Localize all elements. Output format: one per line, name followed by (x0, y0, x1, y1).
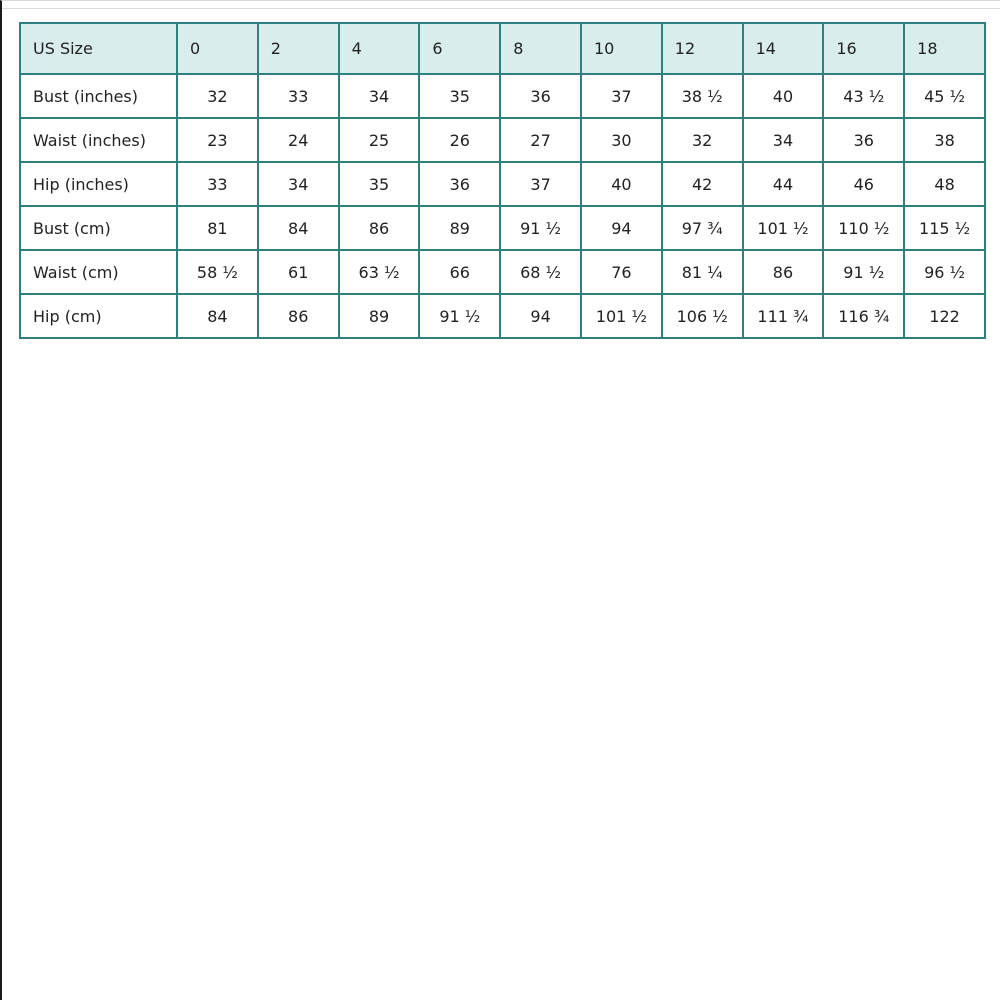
size-chart-body (20, 74, 985, 338)
header-cell-us-size: US Size (20, 23, 177, 74)
measurement-cell: 106 ½ (662, 294, 743, 338)
measurement-cell: 61 (258, 250, 339, 294)
measurement-cell: 91 ½ (823, 250, 904, 294)
table-row (20, 118, 985, 162)
row-label: Waist (cm) (20, 250, 177, 294)
measurement-cell: 26 (419, 118, 500, 162)
measurement-cell: 24 (258, 118, 339, 162)
measurement-cell: 35 (419, 74, 500, 118)
measurement-cell: 27 (500, 118, 581, 162)
measurement-cell: 44 (743, 162, 824, 206)
header-cell-size-8: 8 (500, 23, 581, 74)
measurement-cell: 86 (258, 294, 339, 338)
measurement-cell: 33 (258, 74, 339, 118)
measurement-cell: 42 (662, 162, 743, 206)
measurement-cell: 58 ½ (177, 250, 258, 294)
measurement-cell: 81 (177, 206, 258, 250)
measurement-cell: 86 (743, 250, 824, 294)
measurement-cell: 122 (904, 294, 985, 338)
row-label: Hip (cm) (20, 294, 177, 338)
measurement-cell: 84 (258, 206, 339, 250)
header-cell-size-12: 12 (662, 23, 743, 74)
table-row (20, 250, 985, 294)
measurement-cell: 37 (500, 162, 581, 206)
measurement-cell: 30 (581, 118, 662, 162)
header-cell-size-18: 18 (904, 23, 985, 74)
measurement-cell: 37 (581, 74, 662, 118)
measurement-cell: 36 (823, 118, 904, 162)
header-cell-size-16: 16 (823, 23, 904, 74)
table-row (20, 206, 985, 250)
measurement-cell: 34 (743, 118, 824, 162)
measurement-cell: 94 (500, 294, 581, 338)
measurement-cell: 38 (904, 118, 985, 162)
measurement-cell: 110 ½ (823, 206, 904, 250)
measurement-cell: 89 (419, 206, 500, 250)
table-row (20, 162, 985, 206)
table-row (20, 74, 985, 118)
measurement-cell: 23 (177, 118, 258, 162)
measurement-cell: 111 ¾ (743, 294, 824, 338)
measurement-cell: 101 ½ (581, 294, 662, 338)
row-label: Waist (inches) (20, 118, 177, 162)
measurement-cell: 66 (419, 250, 500, 294)
measurement-cell: 32 (177, 74, 258, 118)
measurement-cell: 35 (339, 162, 420, 206)
measurement-cell: 36 (500, 74, 581, 118)
header-cell-size-6: 6 (419, 23, 500, 74)
measurement-cell: 25 (339, 118, 420, 162)
measurement-cell: 86 (339, 206, 420, 250)
measurement-cell: 101 ½ (743, 206, 824, 250)
header-cell-size-14: 14 (743, 23, 824, 74)
measurement-cell: 89 (339, 294, 420, 338)
measurement-cell: 34 (258, 162, 339, 206)
measurement-cell: 63 ½ (339, 250, 420, 294)
measurement-cell: 91 ½ (419, 294, 500, 338)
header-cell-size-4: 4 (339, 23, 420, 74)
measurement-cell: 97 ¾ (662, 206, 743, 250)
header-cell-size-10: 10 (581, 23, 662, 74)
measurement-cell: 115 ½ (904, 206, 985, 250)
header-row (20, 23, 985, 74)
measurement-cell: 34 (339, 74, 420, 118)
measurement-cell: 46 (823, 162, 904, 206)
measurement-cell: 45 ½ (904, 74, 985, 118)
measurement-cell: 68 ½ (500, 250, 581, 294)
row-label: Bust (cm) (20, 206, 177, 250)
measurement-cell: 32 (662, 118, 743, 162)
measurement-cell: 33 (177, 162, 258, 206)
measurement-cell: 40 (581, 162, 662, 206)
measurement-cell: 38 ½ (662, 74, 743, 118)
measurement-cell: 43 ½ (823, 74, 904, 118)
measurement-cell: 36 (419, 162, 500, 206)
table-row (20, 294, 985, 338)
size-chart-header (20, 23, 985, 74)
measurement-cell: 96 ½ (904, 250, 985, 294)
measurement-cell: 81 ¼ (662, 250, 743, 294)
row-label: Bust (inches) (20, 74, 177, 118)
header-cell-size-2: 2 (258, 23, 339, 74)
measurement-cell: 48 (904, 162, 985, 206)
size-chart-table (19, 22, 986, 339)
measurement-cell: 40 (743, 74, 824, 118)
measurement-cell: 91 ½ (500, 206, 581, 250)
row-label: Hip (inches) (20, 162, 177, 206)
top-edge (2, 1, 1000, 9)
measurement-cell: 116 ¾ (823, 294, 904, 338)
measurement-cell: 84 (177, 294, 258, 338)
measurement-cell: 76 (581, 250, 662, 294)
header-cell-size-0: 0 (177, 23, 258, 74)
measurement-cell: 94 (581, 206, 662, 250)
